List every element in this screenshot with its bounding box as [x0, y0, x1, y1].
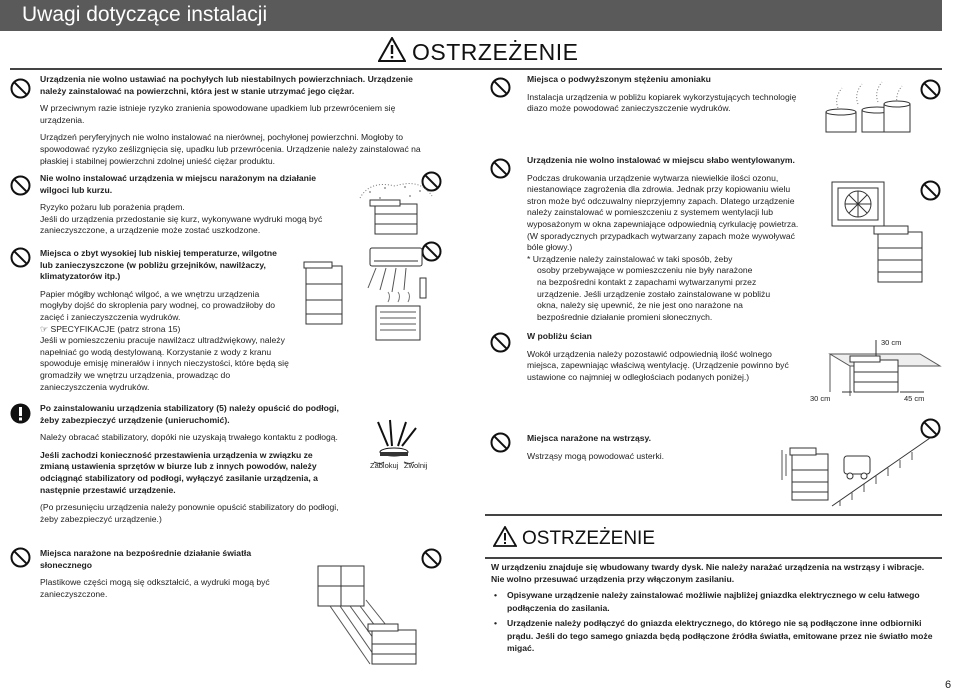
prohibited-icon: [920, 79, 941, 100]
page-title: Uwagi dotyczące instalacji: [22, 3, 268, 26]
section-text: Papier mógłby wchłonąć wilgoć, a we wnętrzu urządzenia mogłyby dojść do skroplenia pary wodnej, co prowadziłoby do zacięć i zanieczyszczenia wydruków.: [40, 288, 276, 322]
section-temperature: [40, 248, 292, 393]
dimension-label: 30 cm: [810, 394, 831, 403]
section-text: Instalacja urządzenia w pobliżu kopiarek wykorzystujących technologię diazo może powodować zanieczyszczenie wydruków.: [527, 91, 797, 114]
section-text: na bezpośredni kontakt z zapachami wytwarzanymi przez: [537, 276, 757, 287]
list-item: • Urządzenie należy podłączyć do gniazda elektrycznego, do którego nie są podłączone inne odbiorniki prądu. Jeśli do tego samego gniazda będą podłączone źródła światła, emitowane przez nie światło może migać.: [491, 617, 939, 655]
section-heading: Urządzenia nie wolno instalować w miejscu słabo wentylowanym.: [527, 155, 795, 165]
section-vibration: [527, 433, 777, 462]
divider: [10, 68, 942, 70]
hdd-warning-box: [485, 514, 942, 682]
section-ventilation: [527, 155, 807, 323]
section-heading: Miejsca narażone na wstrząsy.: [527, 433, 652, 443]
section-sunlight: [40, 548, 280, 600]
section-text: Jeśli do urządzenia przedostanie się kurz, wykonywane wydruki mogą być zanieczyszczone, a urządzenie może zostać uszkodzone.: [40, 213, 323, 236]
prohibited-icon: [10, 247, 31, 268]
vibration-illustration: [780, 420, 940, 515]
heater-aircon-illustration: [298, 244, 440, 359]
unlock-label: Zwolnij: [404, 461, 428, 470]
section-text: (Po przesunięciu urządzenia należy ponownie opuścić stabilizatory do podłogi, żeby zabezpieczyć urządzenie.): [40, 502, 339, 524]
page-number: 6: [945, 679, 952, 691]
mandatory-icon: [10, 403, 31, 424]
warning-intro: W urządzeniu znajduje się wbudowany twardy dysk. Nie należy narażać urządzenia na wstrząsy i wibracje. Nie wolno przesuwać urządzenia przy włączonym zasilaniu.: [491, 562, 925, 584]
warning-heading: [378, 37, 579, 67]
section-text: Należy obracać stabilizatory, dopóki nie uzyskają trwałego kontaktu z podłogą.: [40, 432, 338, 443]
warning-triangle-icon: [378, 37, 406, 67]
warning-triangle-icon: [493, 526, 517, 552]
lock-label: Zablokuj: [370, 461, 399, 470]
section-text: * Urządzenie należy zainstalować w taki sposób, żeby: [527, 253, 733, 264]
ammonia-illustration: [818, 78, 918, 151]
section-text: W przeciwnym razie istnieje ryzyko zranienia spowodowane upadkiem lub przewróceniem się urządzenia.: [40, 103, 396, 125]
section-text: urządzenie. Jeśli urządzenie zostało zainstalowane w pobliżu: [537, 288, 771, 299]
prohibited-icon: [490, 332, 511, 353]
prohibited-icon: [10, 547, 31, 568]
sunlight-illustration: [310, 560, 440, 685]
header-bar: [0, 0, 942, 31]
section-ammonia: [527, 74, 807, 115]
section-heading: Miejsca narażone na bezpośrednie działanie światła słonecznego: [40, 548, 252, 570]
section-text: Jeśli zachodzi konieczność przestawienia urządzenia w związku ze zmianą ustawienia sprzętów w biurze lub z innych powodów, należy odciągnąć stabilizatory od podłogi, wyłączyć zasilanie urządzenia, a następnie przestawić urządzenie.: [40, 449, 318, 495]
section-text: Plastikowe części mogą się odkształcić, a wydruki mogą być zanieczyszczone.: [40, 577, 270, 599]
warning-title: OSTRZEŻENIE: [412, 38, 579, 65]
reference-hand-icon: ☞: [40, 323, 49, 334]
dimension-label: 30 cm: [881, 338, 902, 347]
section-text: Urządzeń peryferyjnych nie wolno instalować na nierównej, pochyłonej powierzchni. Mogłoby to spowodować ryzyko ześlizgnięcia się, upadku lub przewrócenia. Urządzenie należy zainstalować na płaskiej i stabilnej powierzchni zdolnej unieść ciężar produktu.: [40, 132, 421, 166]
list-item: • Opisywane urządzenie należy zainstalować możliwie najbliżej gniazdka elektrycznego w celu łatwego podłączenia do zasilania.: [491, 589, 939, 614]
prohibited-icon: [10, 78, 31, 99]
dimension-label: 45 cm: [904, 394, 925, 403]
prohibited-icon: [10, 175, 31, 196]
divider: [485, 557, 942, 559]
warning-title: OSTRZEŻENIE: [522, 528, 656, 549]
section-stabilizers: [40, 403, 340, 525]
section-walls: [527, 331, 795, 383]
section-heading: Po zainstalowaniu urządzenia stabilizatory (5) należy opuścić do podłogi, żeby zabezpieczyć urządzenie (unieruchomić).: [40, 403, 339, 425]
section-heading: Urządzenia nie wolno ustawiać na pochyłych lub niestabilnych powierzchniach. Urządzenie należy zainstalować na powierzchni, która jest w stanie utrzymać jego ciężar.: [40, 74, 413, 96]
section-heading: Miejsca o podwyższonym stężeniu amoniaku: [527, 74, 711, 84]
section-heading: W pobliżu ścian: [527, 331, 592, 341]
section-text: Wstrząsy mogą powodować usterki.: [527, 450, 665, 461]
section-text: bezpośrednie działanie promieni słonecznych.: [537, 311, 713, 322]
section-text: okna, należy się upewnić, że nie jest ono narażone na: [537, 300, 743, 311]
section-text: Wokół urządzenia należy pozostawić odpowiednią ilość wolnego miejsca, zapewniając właściwą wentylację. (Urządzenie powinno być ustawione co najmniej w odległościach podanych poniżej.): [527, 348, 789, 382]
section-text: Jeśli w pomieszczeniu pracuje nawilżacz ultradźwiękowy, należy napełniać go wodą destylowaną. Korzystanie z wody z kranu spowoduje emisję minerałów i innych nieczystości, które będą się gromadziły we wnętrzu urządzenia, prowadząc do zanieczyszczenia wydruków.: [40, 335, 289, 392]
section-text: osoby przebywające w pomieszczeniu nie były narażone: [537, 265, 753, 276]
warning-list: [491, 589, 939, 658]
warning-heading: [493, 526, 655, 552]
section-humidity: [40, 173, 340, 237]
spec-reference[interactable]: [40, 324, 292, 336]
section-heading: Miejsca o zbyt wysokiej lub niskiej temperaturze, wilgotne lub zanieczyszczone (w pobliżu grzejników, nawilżaczy, klimatyzatorów itp.): [40, 248, 277, 282]
dust-illustration: [350, 178, 440, 245]
ventilation-illustration: [820, 178, 940, 293]
section-heading: Nie wolno instalować urządzenia w miejscu narażonym na działanie wilgoci lub kurzu.: [40, 173, 317, 195]
spec-link[interactable]: SPECYFIKACJE (patrz strona 15): [50, 323, 181, 334]
prohibited-icon: [490, 432, 511, 453]
section-slope: [40, 74, 440, 167]
prohibited-icon: [490, 77, 511, 98]
prohibited-icon: [490, 158, 511, 179]
section-text: Ryzyko pożaru lub porażenia prądem.: [40, 202, 185, 213]
section-text: Podczas drukowania urządzenie wytwarza niewielkie ilości ozonu, niestanowiące zagrożenia dla zdrowia. Jednak przy kopiowaniu wielu stron może być odczuwalny nieprzyjemny zapach. Dlatego urządzenie należy zainstalować w pomieszczeniu z systemem wentylacji lub wyposażonym w okna zapewniające odpowiednią cyrkulację powietrza. (W sporadycznych przypadkach wytwarzany zapach może wywoływać bóle głowy.): [527, 172, 799, 253]
